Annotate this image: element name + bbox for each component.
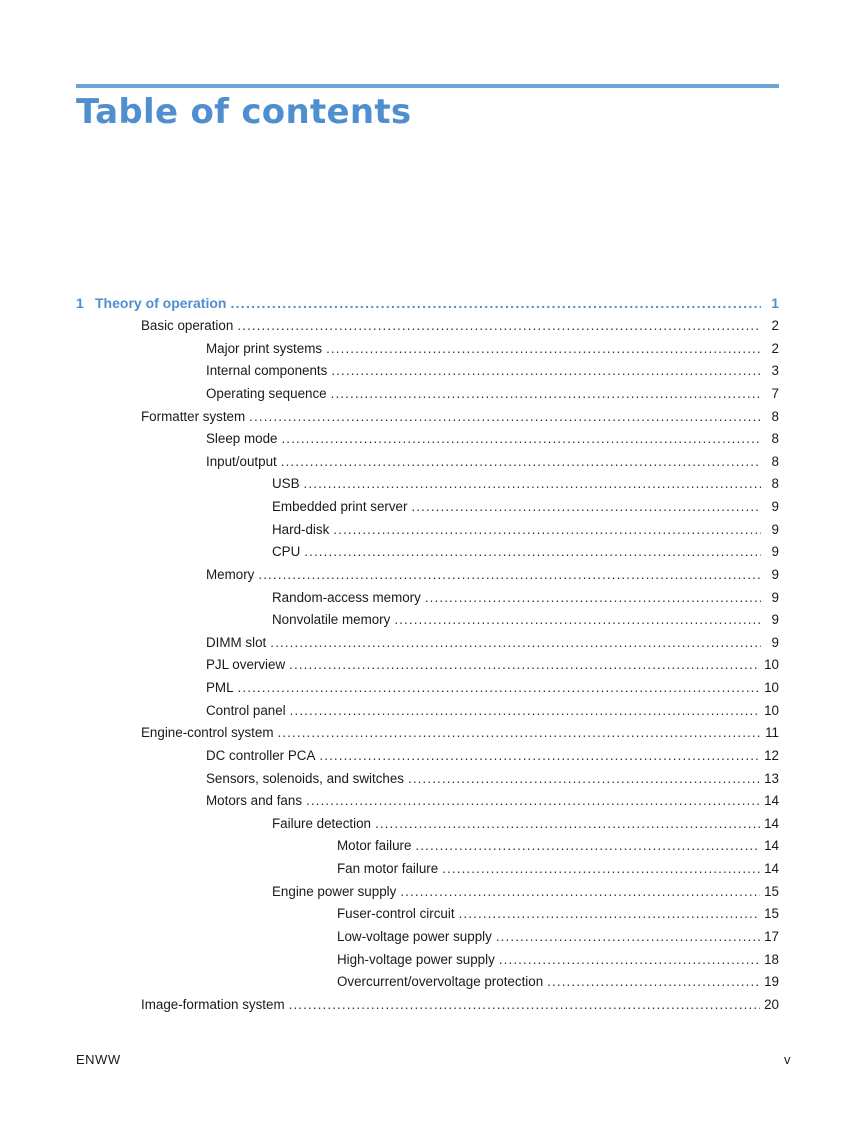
toc-entry[interactable]	[76, 541, 779, 564]
toc-leader-dots	[304, 473, 761, 496]
toc-entry[interactable]	[76, 790, 779, 813]
toc-entry-page: 9	[771, 634, 779, 650]
toc-entry-page: 15	[764, 883, 779, 899]
toc-leader-dots	[277, 722, 761, 745]
toc-entry[interactable]	[76, 587, 779, 610]
toc-entry-page: 9	[771, 612, 779, 628]
toc-entry[interactable]	[76, 519, 779, 542]
toc-leader-dots	[326, 338, 761, 361]
toc-entry[interactable]	[76, 315, 779, 338]
toc-entry-page: 11	[765, 725, 779, 741]
toc-entry-text: Internal components	[206, 363, 328, 379]
toc-entry-page: 8	[771, 431, 779, 447]
toc-entry-text: Memory	[206, 566, 255, 582]
toc-leader-dots	[442, 858, 760, 881]
toc-entry[interactable]	[76, 745, 779, 768]
toc-entry[interactable]	[76, 858, 779, 881]
toc-entry-page: 20	[764, 996, 779, 1012]
toc-leader-dots	[237, 315, 761, 338]
toc-entry-page: 8	[771, 453, 779, 469]
toc-entry-text: Random-access memory	[272, 589, 421, 605]
toc-entry-page: 18	[764, 951, 779, 967]
toc-leader-dots	[290, 700, 760, 723]
toc-leader-dots	[459, 903, 761, 926]
toc-entry-page: 9	[771, 499, 779, 514]
toc-entry-text: Motor failure	[337, 838, 412, 854]
toc-entry-text: Hard-disk	[272, 521, 330, 537]
toc-entry[interactable]	[76, 451, 779, 474]
toc-entry-text: Fan motor failure	[337, 861, 439, 876]
toc-chapter-entry[interactable]	[76, 291, 779, 315]
toc-leader-dots	[331, 360, 761, 383]
toc-entry-page: 12	[764, 747, 779, 763]
toc-leader-dots	[319, 745, 760, 768]
toc-chapter-label	[76, 291, 226, 315]
toc-leader-dots	[415, 835, 760, 858]
toc-entry-page: 2	[771, 318, 779, 333]
toc-entry-page: 14	[764, 838, 779, 854]
toc-entry[interactable]	[76, 722, 779, 745]
toc-leader-dots	[289, 654, 760, 677]
toc-entry[interactable]	[76, 360, 779, 383]
toc-entry[interactable]	[76, 926, 779, 949]
toc-entry-text: Engine power supply	[272, 883, 397, 899]
toc-entry[interactable]	[76, 609, 779, 632]
toc-leader-dots	[496, 926, 760, 949]
toc-entry-text: Overcurrent/overvoltage protection	[337, 974, 544, 990]
toc-entry-page: 9	[771, 544, 779, 560]
toc-entry-page: 17	[764, 928, 779, 944]
toc-leader-dots	[411, 496, 761, 519]
toc-entry-text: Engine-control system	[141, 725, 274, 741]
toc-entry-text: Formatter system	[141, 408, 246, 424]
toc-leader-dots	[238, 677, 761, 700]
toc-entry-text: Sensors, solenoids, and switches	[206, 770, 404, 786]
toc-entry-text: Motors and fans	[206, 793, 303, 809]
toc-entry-text: High-voltage power supply	[337, 951, 495, 967]
toc-entry[interactable]	[76, 768, 779, 791]
toc-leader-dots	[400, 881, 760, 904]
toc-entry[interactable]	[76, 564, 779, 587]
toc-chapter-page: 1	[771, 295, 779, 311]
toc-entry-text: PML	[206, 680, 234, 695]
toc-entry-text: CPU	[272, 544, 301, 560]
toc-entry[interactable]	[76, 677, 779, 700]
toc-leader-dots	[304, 541, 761, 564]
toc-entry[interactable]	[76, 632, 779, 655]
toc-entry-page: 2	[771, 340, 779, 356]
toc-entry-page: 10	[764, 657, 779, 673]
footer-page-number: v	[784, 1052, 791, 1067]
toc-entry-page: 8	[771, 476, 779, 492]
toc-entry[interactable]	[76, 700, 779, 723]
toc-entry-page: 14	[764, 861, 779, 876]
toc-entry-text: Sleep mode	[206, 431, 278, 447]
toc-entry-text: Low-voltage power supply	[337, 928, 492, 944]
toc-entry-text: Nonvolatile memory	[272, 612, 391, 628]
toc-entry-page: 13	[764, 770, 779, 786]
toc-entry-text: DIMM slot	[206, 634, 267, 650]
toc-entry-page: 9	[771, 589, 779, 605]
toc-entry-page: 9	[771, 521, 779, 537]
toc-leader-dots	[547, 971, 760, 994]
toc-leader-dots	[281, 428, 761, 451]
page-title: Table of contents	[76, 92, 412, 132]
toc-entry[interactable]	[76, 994, 779, 1017]
toc-leader-dots	[375, 813, 760, 836]
footer-left-text: ENWW	[76, 1052, 121, 1067]
toc-leader-dots	[394, 609, 761, 632]
toc-leader-dots	[270, 632, 761, 655]
toc-entry-text: Input/output	[206, 453, 277, 469]
toc-entry-text: Fuser-control circuit	[337, 906, 455, 922]
toc-entry[interactable]	[76, 813, 779, 836]
toc-leader-dots	[306, 790, 760, 813]
toc-entry-text: PJL overview	[206, 657, 286, 673]
toc-entry-page: 14	[764, 793, 779, 809]
toc-entry[interactable]	[76, 881, 779, 904]
toc-entry-page: 19	[764, 974, 779, 990]
toc-entry[interactable]	[76, 949, 779, 972]
toc-entry[interactable]	[76, 338, 779, 361]
toc-entry-text: Basic operation	[141, 318, 234, 333]
toc-entry[interactable]	[76, 654, 779, 677]
toc-chapter-number: 1	[76, 295, 84, 311]
toc-entry-text: DC controller PCA	[206, 747, 316, 763]
toc-entry-text: Major print systems	[206, 340, 323, 356]
toc-leader-dots	[408, 768, 760, 791]
toc-entry[interactable]	[76, 428, 779, 451]
toc-entry-page: 3	[771, 363, 779, 379]
toc-entry[interactable]	[76, 473, 779, 496]
toc-entry[interactable]	[76, 496, 779, 519]
toc-leader-dots	[333, 519, 761, 542]
header-rule	[76, 84, 779, 88]
toc-leader-dots	[281, 451, 761, 474]
table-of-contents	[76, 291, 779, 1016]
toc-entry-text: Control panel	[206, 702, 286, 718]
toc-entry-page: 14	[764, 815, 779, 831]
toc-entry-text: Embedded print server	[272, 499, 408, 514]
toc-leader-dots	[230, 291, 761, 315]
toc-leader-dots	[499, 949, 760, 972]
toc-entry-text: Operating sequence	[206, 385, 327, 401]
toc-entry-text: USB	[272, 476, 300, 492]
toc-leader-dots	[331, 383, 761, 406]
toc-leader-dots	[258, 564, 761, 587]
toc-entry[interactable]	[76, 406, 779, 429]
toc-entry-page: 10	[764, 702, 779, 718]
toc-chapter-title: Theory of operation	[95, 295, 227, 311]
toc-entry-page: 10	[764, 680, 779, 695]
toc-entry-text: Failure detection	[272, 815, 371, 831]
toc-entry-page: 7	[771, 385, 779, 401]
toc-entry[interactable]	[76, 971, 779, 994]
toc-leader-dots	[425, 587, 761, 610]
toc-leader-dots	[249, 406, 761, 429]
toc-entry[interactable]	[76, 903, 779, 926]
toc-entry-text: Image-formation system	[141, 996, 285, 1012]
toc-entry-page: 15	[764, 906, 779, 922]
toc-entry-page: 9	[771, 566, 779, 582]
toc-entry[interactable]	[76, 835, 779, 858]
toc-leader-dots	[289, 994, 760, 1017]
toc-entry[interactable]	[76, 383, 779, 406]
toc-entry-page: 8	[771, 408, 779, 424]
